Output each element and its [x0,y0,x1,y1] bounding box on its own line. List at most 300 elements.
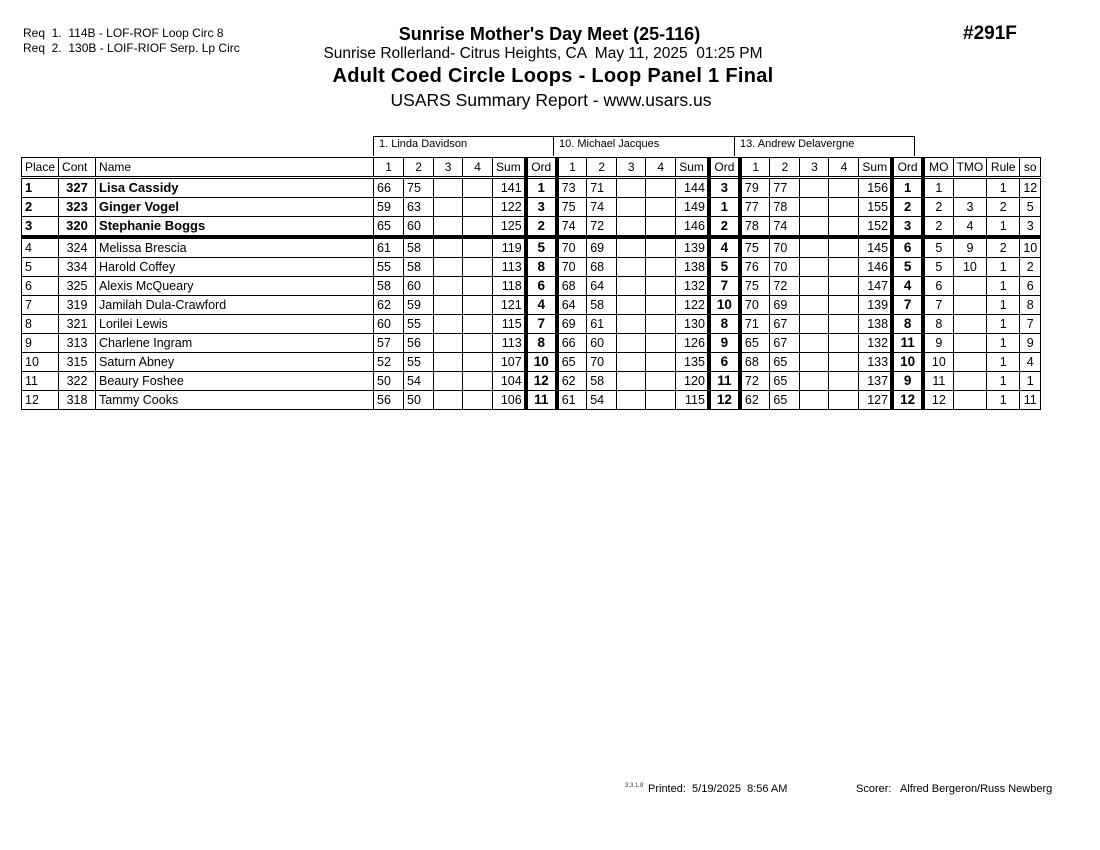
ordinal-cell: 6 [526,277,557,296]
score-cell: 76 [740,258,770,277]
score-cell: 68 [740,353,770,372]
skater-name-cell: Ginger Vogel [96,198,374,217]
total-majority-ordinal-cell [953,372,987,391]
score-cell: 69 [557,315,587,334]
col-cont: Cont [59,158,96,178]
table-row [22,217,1041,238]
total-majority-ordinal-cell [953,391,987,410]
score-cell: 71 [587,178,617,198]
total-majority-ordinal-cell: 3 [953,198,987,217]
contestant-number-cell: 321 [59,315,96,334]
score-cell [434,277,463,296]
col-j1-4: 4 [463,158,493,178]
sum-cell: 139 [859,296,892,315]
majority-ordinal-cell: 6 [923,277,953,296]
ordinal-cell: 10 [526,353,557,372]
score-cell [434,296,463,315]
sum-cell: 147 [859,277,892,296]
score-cell [829,391,859,410]
contestant-number-cell: 320 [59,217,96,238]
skater-name-cell: Alexis McQueary [96,277,374,296]
total-majority-ordinal-cell [953,296,987,315]
judge-header-3: 13. Andrew Delavergne [734,136,915,156]
score-cell [829,296,859,315]
ordinal-cell: 2 [892,198,923,217]
ordinal-cell: 3 [892,217,923,238]
total-majority-ordinal-cell [953,178,987,198]
score-cell: 70 [740,296,770,315]
score-cell [800,198,829,217]
score-cell: 77 [740,198,770,217]
score-cell [434,178,463,198]
score-cell [617,277,646,296]
contestant-number-cell: 324 [59,237,96,258]
score-cell: 52 [374,353,404,372]
sum-cell: 141 [493,178,526,198]
score-cell [617,391,646,410]
skater-name-cell: Tammy Cooks [96,391,374,410]
sum-cell: 133 [859,353,892,372]
score-cell [617,258,646,277]
skater-name-cell: Beaury Foshee [96,372,374,391]
score-cell [646,217,676,238]
majority-ordinal-cell: 9 [923,334,953,353]
sum-cell: 130 [676,315,709,334]
skater-name-cell: Saturn Abney [96,353,374,372]
event-title: Adult Coed Circle Loops - Loop Panel 1 Final [332,65,774,87]
sum-cell: 156 [859,178,892,198]
skater-name-cell: Lorilei Lewis [96,315,374,334]
rule-cell: 1 [987,258,1020,277]
ordinal-cell: 6 [709,353,740,372]
majority-ordinal-cell: 8 [923,315,953,334]
ordinal-cell: 12 [892,391,923,410]
col-j1-2: 2 [404,158,434,178]
score-cell: 70 [770,237,800,258]
header-row [22,158,1041,178]
score-cell [617,315,646,334]
score-cell: 54 [404,372,434,391]
meet-title-text: Sunrise Mother's Day Meet (25-116) [398,24,701,44]
score-cell: 65 [557,353,587,372]
col-j1-ord: Ord [526,158,557,178]
ordinal-cell: 5 [709,258,740,277]
score-cell [829,237,859,258]
majority-ordinal-cell: 5 [923,237,953,258]
majority-ordinal-cell: 10 [923,353,953,372]
sum-cell: 145 [859,237,892,258]
total-majority-ordinal-cell: 9 [953,237,987,258]
score-cell: 75 [557,198,587,217]
col-j2-1: 1 [557,158,587,178]
place-cell: 7 [22,296,59,315]
sum-cell: 122 [493,198,526,217]
ordinal-cell: 1 [709,198,740,217]
col-j1-3: 3 [434,158,463,178]
score-cell: 77 [770,178,800,198]
sum-cell: 149 [676,198,709,217]
score-cell [463,237,493,258]
score-cell [434,198,463,217]
score-cell [646,372,676,391]
score-cell [800,277,829,296]
col-j3-sum: Sum [859,158,892,178]
score-cell: 74 [557,217,587,238]
score-cell [434,315,463,334]
score-cell: 58 [404,258,434,277]
contestant-number-cell: 322 [59,372,96,391]
score-cell [800,315,829,334]
score-cell [800,217,829,238]
score-cell: 67 [770,334,800,353]
score-cell [800,296,829,315]
col-j2-4: 4 [646,158,676,178]
score-cell: 70 [770,258,800,277]
score-cell: 64 [587,277,617,296]
skate-order-cell: 1 [1020,372,1041,391]
score-cell: 55 [404,353,434,372]
table-row [22,237,1041,258]
contestant-number-cell: 315 [59,353,96,372]
ordinal-cell: 7 [892,296,923,315]
rule-cell: 1 [987,334,1020,353]
score-cell: 67 [770,315,800,334]
contestant-number-cell: 325 [59,277,96,296]
majority-ordinal-cell: 7 [923,296,953,315]
ordinal-cell: 2 [709,217,740,238]
score-cell: 50 [374,372,404,391]
sum-cell: 115 [676,391,709,410]
score-cell [646,353,676,372]
skater-name-cell: Charlene Ingram [96,334,374,353]
score-cell: 72 [740,372,770,391]
score-cell: 62 [374,296,404,315]
place-cell: 2 [22,198,59,217]
majority-ordinal-cell: 2 [923,198,953,217]
score-cell: 72 [587,217,617,238]
venue-date-line: Sunrise Rollerland- Citrus Heights, CA May 11, 2025 01:25 PM [323,45,763,62]
score-cell: 61 [587,315,617,334]
ordinal-cell: 2 [526,217,557,238]
score-cell: 68 [587,258,617,277]
score-cell [617,198,646,217]
sum-cell: 138 [676,258,709,277]
ordinal-cell: 4 [526,296,557,315]
col-j3-ord: Ord [892,158,923,178]
sum-cell: 121 [493,296,526,315]
score-cell [800,353,829,372]
judge-header-1: 1. Linda Davidson [373,136,554,156]
judge-header-2: 10. Michael Jacques [553,136,735,156]
skate-order-cell: 4 [1020,353,1041,372]
score-cell: 74 [587,198,617,217]
ordinal-cell: 8 [526,258,557,277]
footer-version-mark: 3.3.1.8 [625,783,644,789]
skate-order-cell: 8 [1020,296,1041,315]
ordinal-cell: 3 [709,178,740,198]
score-cell [434,237,463,258]
score-cell: 66 [374,178,404,198]
col-mo: MO [923,158,953,178]
sum-cell: 127 [859,391,892,410]
score-cell [463,353,493,372]
total-majority-ordinal-cell [953,334,987,353]
sum-cell: 106 [493,391,526,410]
score-cell [829,315,859,334]
score-cell [646,334,676,353]
contestant-number-cell: 313 [59,334,96,353]
score-cell: 60 [404,277,434,296]
skate-order-cell: 9 [1020,334,1041,353]
score-cell [800,237,829,258]
score-cell [617,353,646,372]
col-tmo: TMO [953,158,987,178]
sum-cell: 155 [859,198,892,217]
score-cell [829,353,859,372]
sum-cell: 146 [859,258,892,277]
score-cell [463,372,493,391]
score-cell [434,372,463,391]
sum-cell: 135 [676,353,709,372]
rule-cell: 1 [987,178,1020,198]
sum-cell: 132 [859,334,892,353]
sum-cell: 146 [676,217,709,238]
ordinal-cell: 12 [526,372,557,391]
majority-ordinal-cell: 1 [923,178,953,198]
table-row [22,178,1041,198]
sum-cell: 152 [859,217,892,238]
contestant-number-cell: 318 [59,391,96,410]
score-cell [434,217,463,238]
score-cell [829,198,859,217]
score-cell [434,353,463,372]
score-cell [829,178,859,198]
rule-cell: 2 [987,237,1020,258]
score-cell [646,391,676,410]
sum-cell: 118 [493,277,526,296]
total-majority-ordinal-cell: 10 [953,258,987,277]
score-cell: 70 [557,258,587,277]
score-cell [617,237,646,258]
score-cell [617,296,646,315]
results-table [21,157,1041,410]
score-cell [829,372,859,391]
ordinal-cell: 3 [526,198,557,217]
ordinal-cell: 7 [709,277,740,296]
table-row [22,296,1041,315]
score-cell: 65 [770,391,800,410]
ordinal-cell: 6 [892,237,923,258]
score-cell [617,217,646,238]
skate-order-cell: 12 [1020,178,1041,198]
col-j3-3: 3 [800,158,829,178]
score-cell [463,258,493,277]
score-cell [434,334,463,353]
total-majority-ordinal-cell [953,277,987,296]
score-cell [829,217,859,238]
event-number: #291F [963,23,1017,44]
table-row [22,334,1041,353]
score-cell: 75 [740,277,770,296]
col-j2-sum: Sum [676,158,709,178]
col-j1-sum: Sum [493,158,526,178]
score-cell [434,391,463,410]
majority-ordinal-cell: 5 [923,258,953,277]
ordinal-cell: 7 [526,315,557,334]
skater-name-cell: Melissa Brescia [96,237,374,258]
score-cell [800,178,829,198]
skate-order-cell: 7 [1020,315,1041,334]
col-j2-ord: Ord [709,158,740,178]
score-cell: 54 [587,391,617,410]
col-j2-2: 2 [587,158,617,178]
skater-name-cell: Lisa Cassidy [96,178,374,198]
table-row [22,372,1041,391]
score-cell [463,391,493,410]
score-cell: 64 [557,296,587,315]
ordinal-cell: 9 [709,334,740,353]
majority-ordinal-cell: 2 [923,217,953,238]
majority-ordinal-cell: 11 [923,372,953,391]
ordinal-cell: 11 [709,372,740,391]
rule-cell: 2 [987,198,1020,217]
score-cell: 58 [404,237,434,258]
score-cell: 75 [740,237,770,258]
table-row [22,391,1041,410]
score-cell: 66 [557,334,587,353]
ordinal-cell: 8 [526,334,557,353]
printed-timestamp: Printed: 5/19/2025 8:56 AM [648,783,788,795]
col-rule: Rule [987,158,1020,178]
col-j3-4: 4 [829,158,859,178]
ordinal-cell: 11 [892,334,923,353]
score-cell [646,296,676,315]
place-cell: 6 [22,277,59,296]
score-cell: 60 [404,217,434,238]
score-cell [463,277,493,296]
score-cell [617,178,646,198]
score-cell [646,315,676,334]
score-cell [463,296,493,315]
score-cell [800,391,829,410]
sum-cell: 122 [676,296,709,315]
rule-cell: 1 [987,391,1020,410]
sum-cell: 138 [859,315,892,334]
ordinal-cell: 9 [892,372,923,391]
skate-order-cell: 3 [1020,217,1041,238]
rule-cell: 1 [987,217,1020,238]
ordinal-cell: 8 [709,315,740,334]
sum-cell: 115 [493,315,526,334]
skater-name-cell: Harold Coffey [96,258,374,277]
sum-cell: 139 [676,237,709,258]
score-cell: 60 [587,334,617,353]
majority-ordinal-cell: 12 [923,391,953,410]
place-cell: 11 [22,372,59,391]
score-cell: 71 [740,315,770,334]
score-cell: 59 [404,296,434,315]
rule-cell: 1 [987,315,1020,334]
contestant-number-cell: 323 [59,198,96,217]
score-cell: 70 [587,353,617,372]
score-cell: 57 [374,334,404,353]
scorer-line: Scorer: Alfred Bergeron/Russ Newberg [856,783,1053,795]
score-cell: 58 [587,372,617,391]
place-cell: 10 [22,353,59,372]
requirement-1: Req 1. 114B - LOF-ROF Loop Circ 8 [23,26,224,40]
score-cell: 75 [404,178,434,198]
score-cell: 61 [557,391,587,410]
sum-cell: 132 [676,277,709,296]
col-j1-1: 1 [374,158,404,178]
score-cell [463,198,493,217]
sum-cell: 113 [493,258,526,277]
score-cell: 73 [557,178,587,198]
score-cell: 61 [374,237,404,258]
rule-cell: 1 [987,372,1020,391]
ordinal-cell: 4 [709,237,740,258]
score-cell: 78 [740,217,770,238]
score-cell: 58 [587,296,617,315]
ordinal-cell: 10 [709,296,740,315]
col-place: Place [22,158,59,178]
score-cell: 62 [557,372,587,391]
score-cell: 63 [404,198,434,217]
place-cell: 5 [22,258,59,277]
score-cell: 74 [770,217,800,238]
score-cell: 79 [740,178,770,198]
sum-cell: 119 [493,237,526,258]
sum-cell: 125 [493,217,526,238]
total-majority-ordinal-cell [953,353,987,372]
contestant-number-cell: 334 [59,258,96,277]
score-cell: 69 [587,237,617,258]
ordinal-cell: 11 [526,391,557,410]
score-cell [646,258,676,277]
score-cell: 65 [770,372,800,391]
contestant-number-cell: 319 [59,296,96,315]
rule-cell: 1 [987,277,1020,296]
score-cell [800,334,829,353]
ordinal-cell: 5 [526,237,557,258]
sum-cell: 113 [493,334,526,353]
sum-cell: 126 [676,334,709,353]
sum-cell: 144 [676,178,709,198]
ordinal-cell: 1 [526,178,557,198]
skate-order-cell: 6 [1020,277,1041,296]
table-row [22,315,1041,334]
rule-cell: 1 [987,353,1020,372]
score-cell [646,277,676,296]
score-cell [617,334,646,353]
score-cell: 68 [557,277,587,296]
skate-order-cell: 5 [1020,198,1041,217]
ordinal-cell: 4 [892,277,923,296]
score-cell [463,217,493,238]
table-row [22,258,1041,277]
score-cell [434,258,463,277]
score-cell [463,315,493,334]
score-cell: 72 [770,277,800,296]
place-cell: 8 [22,315,59,334]
col-so: so [1020,158,1041,178]
skate-order-cell: 2 [1020,258,1041,277]
total-majority-ordinal-cell [953,315,987,334]
col-j2-3: 3 [617,158,646,178]
sum-cell: 120 [676,372,709,391]
score-cell [646,178,676,198]
score-cell: 70 [557,237,587,258]
